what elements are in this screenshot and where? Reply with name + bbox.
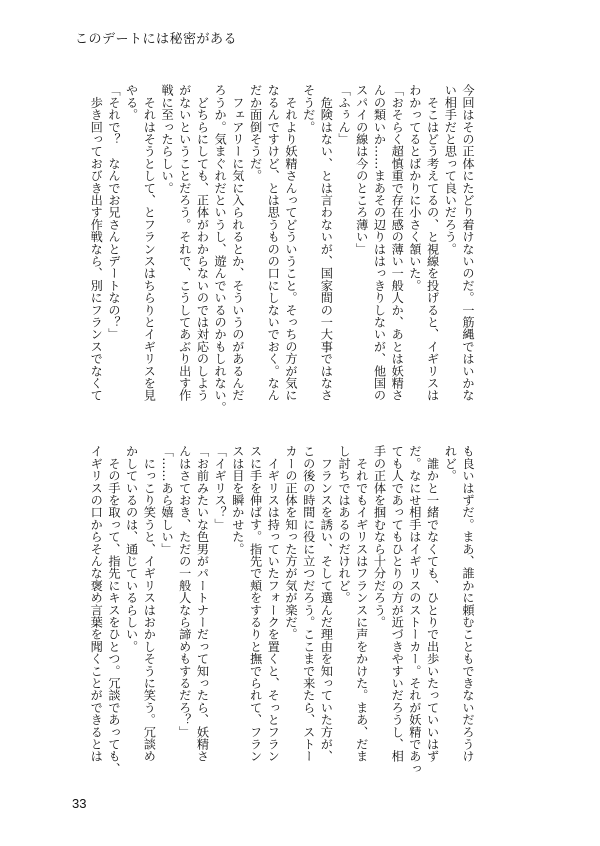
text-line: わかってるとばかりに小さく頷いた。 [407, 84, 422, 292]
text-line: それでもイギリスはフランスに声をかけた。まあ、だま [354, 445, 369, 763]
text-line: その手を取って、指先にキスをひとつ。冗談であっても、 [106, 445, 121, 775]
text-line: 手の正体を掴むなら十分だろう。 [372, 445, 387, 628]
text-line: ても人であってもひとりの方が近づきやすいだろうし、相 [390, 445, 405, 763]
text-line: そうだ。 [301, 84, 316, 133]
text-line: だ。なにせ相手はイギリスのストーカー。それが妖精であっ [407, 445, 422, 775]
text-line: イギリスは持っていたフォークを置くと、そっとフラン [266, 445, 281, 763]
body-text-lower [84, 445, 476, 775]
text-line: 「……あら嬉しい」 [160, 445, 175, 555]
text-line: れど。 [443, 445, 458, 482]
text-line: イギリスの口からそんな褒め言葉を聞くことができるとは [89, 445, 104, 763]
text-line: この後の時間に役に立つだろう。ここまで来たら、ストー [301, 445, 316, 763]
text-line: 「おそらく超慎重で存在感の薄い一般人か、あとは妖精さ [390, 84, 405, 402]
text-line: 危険はない、とは言わないが、国家間の一大事ではなさ [319, 84, 334, 402]
text-line: スに手を伸ばす。指先で頬をするりと撫でられて、フラン [248, 445, 263, 763]
text-line: スは目を瞬かせた。 [230, 445, 245, 555]
page-number: 33 [72, 796, 87, 811]
text-line: やる。 [124, 84, 139, 121]
text-line: 「お前みたいな色男がパートナーだって知ったら、妖精さ [195, 445, 210, 763]
text-line: 歩き回っておびき出す作戦なら、別にフランスでなくて [89, 84, 104, 402]
text-line: 「ふぅん」 [337, 84, 352, 145]
text-line: スパイの線は今のところ薄い」 [354, 84, 369, 255]
text-line: 今回はその正体にたどり着けないのだ。一筋縄ではいかな [461, 84, 475, 402]
running-header: このデートには秘密がある [75, 32, 238, 47]
text-line: フランスを誘い、そして選んだ理由を知っていた方が、 [319, 445, 334, 763]
text-line: フェアリーに気に入られるとか、そういうのがあるんだ [230, 84, 245, 402]
text-line: 「それで？ なんでお兄さんとデートなの？」 [106, 84, 121, 341]
text-line: かしているのは、通じているらしい。 [124, 445, 139, 653]
text-line: んの類いか……まあその辺りははっきりしないが、他国の [372, 84, 387, 402]
text-line: ろうか。気まぐれだというし、遊んでいるのかもしれない。 [213, 84, 228, 414]
text-line: なるんですけど、とは思うものの口にしないでおく。なん [266, 84, 281, 402]
text-line: それより妖精さんってどういうこと。そっちの方が気に [283, 84, 298, 402]
text-line: それはそうとして、とフランスはちらりとイギリスを見 [142, 84, 157, 402]
body-text-upper [84, 84, 476, 414]
text-line: い相手だと思って良いだろう。 [443, 84, 458, 255]
text-line: がないということだろう。それで、こうしてあぶり出す作 [177, 84, 192, 402]
text-line: そこはどう考えてるの、と視線を投げると、イギリスは [425, 84, 440, 402]
text-line: し討ちではあるのだけれど。 [337, 445, 352, 604]
text-line: 誰かと一緒でなくても、ひとりで出歩いたっていいはず [425, 445, 440, 763]
text-line: どちらにしても、正体がわからないのでは対応のしよう [195, 84, 210, 402]
text-line: だか面倒そうだ。 [248, 84, 263, 182]
text-line: んはさておき、ただの一般人なら諦めもするだろ？」 [177, 445, 192, 738]
text-line: カーの正体を知った方が気が楽だ。 [283, 445, 298, 641]
text-line: にっこり笑うと、イギリスはおかしそうに笑う。冗談め [142, 445, 157, 763]
text-line: 「イギリス？」 [213, 445, 228, 531]
text-line: 戦に至ったらしい。 [160, 84, 175, 194]
text-line: も良いはずだ。まあ、誰かに頼むこともできないだろうけ [461, 445, 475, 763]
